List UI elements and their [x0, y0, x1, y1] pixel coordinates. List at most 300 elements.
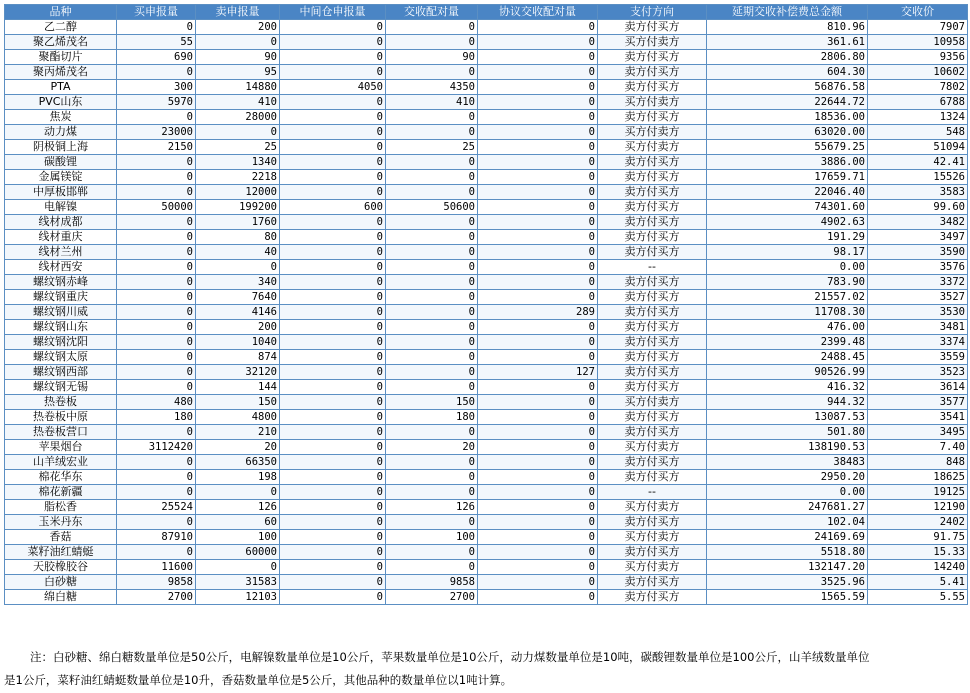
cell-agreement-matched-qty: 0 [478, 95, 598, 110]
cell-delivery-price: 3530 [868, 305, 968, 320]
cell-agreement-matched-qty: 0 [478, 350, 598, 365]
cell-buy-qty: 23000 [117, 125, 196, 140]
cell-compensation-total: 90526.99 [707, 365, 868, 380]
cell-intermediate-qty: 0 [280, 290, 386, 305]
table-row [5, 215, 968, 230]
cell-sell-qty: 25 [196, 140, 280, 155]
cell-agreement-matched-qty: 0 [478, 275, 598, 290]
cell-sell-qty: 200 [196, 320, 280, 335]
cell-intermediate-qty: 0 [280, 440, 386, 455]
cell-delivery-price: 5.55 [868, 590, 968, 605]
cell-buy-qty: 0 [117, 545, 196, 560]
cell-variety: 山羊绒宏业 [5, 455, 117, 470]
cell-compensation-total: 944.32 [707, 395, 868, 410]
table-row [5, 590, 968, 605]
cell-intermediate-qty: 0 [280, 350, 386, 365]
table-row [5, 140, 968, 155]
cell-matched-qty: 0 [386, 170, 478, 185]
table-row [5, 275, 968, 290]
cell-agreement-matched-qty: 289 [478, 305, 598, 320]
cell-compensation-total: 13087.53 [707, 410, 868, 425]
table-row [5, 245, 968, 260]
cell-sell-qty: 12000 [196, 185, 280, 200]
table-row [5, 155, 968, 170]
cell-payment-direction: 买方付卖方 [598, 560, 707, 575]
cell-buy-qty: 0 [117, 215, 196, 230]
cell-compensation-total: 74301.60 [707, 200, 868, 215]
cell-payment-direction: 卖方付买方 [598, 80, 707, 95]
cell-buy-qty: 0 [117, 275, 196, 290]
table-row [5, 515, 968, 530]
table-row [5, 575, 968, 590]
cell-agreement-matched-qty: 0 [478, 440, 598, 455]
cell-payment-direction: 卖方付买方 [598, 590, 707, 605]
cell-variety: 螺纹钢太原 [5, 350, 117, 365]
cell-matched-qty: 0 [386, 260, 478, 275]
cell-variety: 碳酸锂 [5, 155, 117, 170]
cell-matched-qty: 0 [386, 560, 478, 575]
cell-compensation-total: 810.96 [707, 20, 868, 35]
cell-agreement-matched-qty: 0 [478, 245, 598, 260]
table-row [5, 395, 968, 410]
cell-buy-qty: 690 [117, 50, 196, 65]
cell-sell-qty: 60000 [196, 545, 280, 560]
cell-buy-qty: 11600 [117, 560, 196, 575]
cell-delivery-price: 15.33 [868, 545, 968, 560]
cell-variety: 螺纹钢山东 [5, 320, 117, 335]
table-row [5, 230, 968, 245]
table-row [5, 125, 968, 140]
cell-intermediate-qty: 0 [280, 50, 386, 65]
cell-compensation-total: 5518.80 [707, 545, 868, 560]
cell-compensation-total: 132147.20 [707, 560, 868, 575]
cell-intermediate-qty: 0 [280, 20, 386, 35]
cell-agreement-matched-qty: 0 [478, 560, 598, 575]
cell-buy-qty: 2700 [117, 590, 196, 605]
column-header-agreement-matched-qty: 协议交收配对量 [478, 5, 598, 20]
cell-matched-qty: 0 [386, 185, 478, 200]
table-row [5, 560, 968, 575]
cell-matched-qty: 0 [386, 65, 478, 80]
cell-variety: 阴极铜上海 [5, 140, 117, 155]
cell-compensation-total: 4902.63 [707, 215, 868, 230]
column-header-intermediate-qty: 中间仓申报量 [280, 5, 386, 20]
cell-buy-qty: 0 [117, 365, 196, 380]
cell-payment-direction: 卖方付买方 [598, 65, 707, 80]
cell-sell-qty: 1340 [196, 155, 280, 170]
cell-sell-qty: 0 [196, 260, 280, 275]
footnote-line-1: 注：白砂糖、绵白糖数量单位是50公斤，电解镍数量单位是10公斤，苹果数量单位是10公斤，动力煤数量单位是10吨，碳酸锂数量单位是100公斤，山羊绒数量单位 [30, 650, 870, 664]
cell-sell-qty: 60 [196, 515, 280, 530]
cell-compensation-total: 1565.59 [707, 590, 868, 605]
cell-buy-qty: 0 [117, 515, 196, 530]
cell-payment-direction: 卖方付买方 [598, 335, 707, 350]
cell-matched-qty: 0 [386, 215, 478, 230]
cell-delivery-price: 42.41 [868, 155, 968, 170]
cell-compensation-total: 783.90 [707, 275, 868, 290]
cell-compensation-total: 138190.53 [707, 440, 868, 455]
cell-agreement-matched-qty: 0 [478, 80, 598, 95]
cell-intermediate-qty: 0 [280, 485, 386, 500]
column-header-payment-direction: 支付方向 [598, 5, 707, 20]
cell-buy-qty: 0 [117, 305, 196, 320]
cell-intermediate-qty: 0 [280, 530, 386, 545]
cell-agreement-matched-qty: 0 [478, 380, 598, 395]
cell-sell-qty: 0 [196, 560, 280, 575]
cell-variety: 螺纹钢赤峰 [5, 275, 117, 290]
cell-buy-qty: 0 [117, 425, 196, 440]
cell-matched-qty: 0 [386, 290, 478, 305]
cell-delivery-price: 15526 [868, 170, 968, 185]
cell-payment-direction: 卖方付买方 [598, 50, 707, 65]
cell-compensation-total: 17659.71 [707, 170, 868, 185]
cell-sell-qty: 40 [196, 245, 280, 260]
cell-matched-qty: 2700 [386, 590, 478, 605]
cell-payment-direction: 卖方付买方 [598, 425, 707, 440]
cell-sell-qty: 150 [196, 395, 280, 410]
cell-payment-direction: 卖方付买方 [598, 215, 707, 230]
table-row [5, 260, 968, 275]
cell-delivery-price: 99.60 [868, 200, 968, 215]
cell-agreement-matched-qty: 0 [478, 545, 598, 560]
table-header-row [5, 5, 968, 20]
table-row [5, 170, 968, 185]
cell-compensation-total: 38483 [707, 455, 868, 470]
cell-agreement-matched-qty: 0 [478, 140, 598, 155]
cell-payment-direction: 买方付卖方 [598, 35, 707, 50]
cell-sell-qty: 2218 [196, 170, 280, 185]
cell-variety: 线材西安 [5, 260, 117, 275]
cell-intermediate-qty: 0 [280, 320, 386, 335]
cell-variety: 玉米丹东 [5, 515, 117, 530]
cell-sell-qty: 1040 [196, 335, 280, 350]
cell-compensation-total: 604.30 [707, 65, 868, 80]
table-row [5, 20, 968, 35]
cell-buy-qty: 0 [117, 110, 196, 125]
cell-buy-qty: 0 [117, 290, 196, 305]
cell-matched-qty: 0 [386, 365, 478, 380]
cell-buy-qty: 0 [117, 470, 196, 485]
cell-agreement-matched-qty: 0 [478, 530, 598, 545]
cell-payment-direction: 卖方付买方 [598, 170, 707, 185]
cell-variety: 螺纹钢川威 [5, 305, 117, 320]
cell-sell-qty: 32120 [196, 365, 280, 380]
cell-matched-qty: 25 [386, 140, 478, 155]
cell-agreement-matched-qty: 0 [478, 260, 598, 275]
cell-variety: PVC山东 [5, 95, 117, 110]
cell-compensation-total: 11708.30 [707, 305, 868, 320]
cell-delivery-price: 6788 [868, 95, 968, 110]
table-row [5, 305, 968, 320]
cell-agreement-matched-qty: 0 [478, 575, 598, 590]
cell-compensation-total: 21557.02 [707, 290, 868, 305]
cell-buy-qty: 0 [117, 335, 196, 350]
cell-buy-qty: 50000 [117, 200, 196, 215]
cell-payment-direction: 卖方付买方 [598, 380, 707, 395]
cell-delivery-price: 3374 [868, 335, 968, 350]
cell-sell-qty: 200 [196, 20, 280, 35]
cell-delivery-price: 9356 [868, 50, 968, 65]
cell-intermediate-qty: 0 [280, 65, 386, 80]
cell-delivery-price: 91.75 [868, 530, 968, 545]
cell-payment-direction: 买方付卖方 [598, 440, 707, 455]
cell-agreement-matched-qty: 0 [478, 215, 598, 230]
cell-intermediate-qty: 0 [280, 215, 386, 230]
cell-matched-qty: 0 [386, 275, 478, 290]
delivery-table [4, 4, 968, 605]
cell-buy-qty: 0 [117, 155, 196, 170]
cell-variety: 线材成都 [5, 215, 117, 230]
cell-intermediate-qty: 0 [280, 185, 386, 200]
column-header-compensation-total: 延期交收补偿费总金额 [707, 5, 868, 20]
cell-matched-qty: 0 [386, 380, 478, 395]
cell-agreement-matched-qty: 0 [478, 500, 598, 515]
cell-compensation-total: 55679.25 [707, 140, 868, 155]
cell-matched-qty: 0 [386, 470, 478, 485]
cell-variety: 螺纹钢重庆 [5, 290, 117, 305]
cell-intermediate-qty: 0 [280, 95, 386, 110]
cell-variety: 中厚板邯郸 [5, 185, 117, 200]
cell-sell-qty: 410 [196, 95, 280, 110]
cell-matched-qty: 0 [386, 35, 478, 50]
cell-variety: 螺纹钢沈阳 [5, 335, 117, 350]
cell-buy-qty: 0 [117, 170, 196, 185]
cell-intermediate-qty: 0 [280, 380, 386, 395]
cell-payment-direction: 卖方付买方 [598, 305, 707, 320]
cell-intermediate-qty: 0 [280, 155, 386, 170]
table-row [5, 95, 968, 110]
cell-matched-qty: 0 [386, 245, 478, 260]
cell-delivery-price: 7.40 [868, 440, 968, 455]
cell-buy-qty: 87910 [117, 530, 196, 545]
cell-agreement-matched-qty: 0 [478, 515, 598, 530]
cell-matched-qty: 0 [386, 320, 478, 335]
cell-intermediate-qty: 0 [280, 305, 386, 320]
cell-buy-qty: 180 [117, 410, 196, 425]
cell-matched-qty: 0 [386, 350, 478, 365]
cell-variety: 天胶橡胶谷 [5, 560, 117, 575]
cell-matched-qty: 0 [386, 455, 478, 470]
cell-intermediate-qty: 0 [280, 245, 386, 260]
cell-agreement-matched-qty: 0 [478, 335, 598, 350]
cell-delivery-price: 18625 [868, 470, 968, 485]
cell-intermediate-qty: 0 [280, 230, 386, 245]
cell-agreement-matched-qty: 127 [478, 365, 598, 380]
cell-payment-direction: 买方付卖方 [598, 530, 707, 545]
cell-sell-qty: 7640 [196, 290, 280, 305]
cell-buy-qty: 0 [117, 380, 196, 395]
cell-matched-qty: 0 [386, 545, 478, 560]
table-row [5, 455, 968, 470]
cell-payment-direction: 卖方付买方 [598, 515, 707, 530]
cell-sell-qty: 20 [196, 440, 280, 455]
cell-matched-qty: 126 [386, 500, 478, 515]
cell-intermediate-qty: 0 [280, 395, 386, 410]
cell-payment-direction: 卖方付买方 [598, 545, 707, 560]
cell-payment-direction: 买方付卖方 [598, 95, 707, 110]
cell-agreement-matched-qty: 0 [478, 110, 598, 125]
cell-variety: 聚乙烯茂名 [5, 35, 117, 50]
cell-variety: 棉花新疆 [5, 485, 117, 500]
cell-sell-qty: 4146 [196, 305, 280, 320]
cell-delivery-price: 3577 [868, 395, 968, 410]
table-row [5, 530, 968, 545]
cell-variety: 螺纹钢无锡 [5, 380, 117, 395]
table-row [5, 500, 968, 515]
footnote [4, 646, 966, 692]
cell-variety: 动力煤 [5, 125, 117, 140]
table-row [5, 365, 968, 380]
cell-delivery-price: 3482 [868, 215, 968, 230]
cell-matched-qty: 0 [386, 515, 478, 530]
cell-sell-qty: 14880 [196, 80, 280, 95]
cell-compensation-total: 501.80 [707, 425, 868, 440]
cell-compensation-total: 361.61 [707, 35, 868, 50]
cell-delivery-price: 3590 [868, 245, 968, 260]
cell-agreement-matched-qty: 0 [478, 65, 598, 80]
cell-delivery-price: 3576 [868, 260, 968, 275]
cell-payment-direction: 卖方付买方 [598, 290, 707, 305]
cell-agreement-matched-qty: 0 [478, 395, 598, 410]
cell-payment-direction: 卖方付买方 [598, 245, 707, 260]
cell-intermediate-qty: 0 [280, 590, 386, 605]
table-row [5, 425, 968, 440]
cell-payment-direction: 卖方付买方 [598, 230, 707, 245]
cell-variety: 脂松香 [5, 500, 117, 515]
cell-intermediate-qty: 0 [280, 35, 386, 50]
cell-agreement-matched-qty: 0 [478, 410, 598, 425]
cell-payment-direction: 买方付卖方 [598, 500, 707, 515]
cell-buy-qty: 300 [117, 80, 196, 95]
cell-intermediate-qty: 0 [280, 365, 386, 380]
cell-matched-qty: 0 [386, 155, 478, 170]
cell-payment-direction: 卖方付买方 [598, 20, 707, 35]
cell-variety: 线材兰州 [5, 245, 117, 260]
cell-variety: 螺纹钢西部 [5, 365, 117, 380]
cell-intermediate-qty: 0 [280, 545, 386, 560]
cell-sell-qty: 80 [196, 230, 280, 245]
cell-variety: 热卷板中原 [5, 410, 117, 425]
cell-agreement-matched-qty: 0 [478, 470, 598, 485]
cell-buy-qty: 5970 [117, 95, 196, 110]
cell-sell-qty: 90 [196, 50, 280, 65]
table-row [5, 485, 968, 500]
cell-delivery-price: 7802 [868, 80, 968, 95]
cell-matched-qty: 0 [386, 125, 478, 140]
cell-variety: 焦炭 [5, 110, 117, 125]
cell-agreement-matched-qty: 0 [478, 485, 598, 500]
table-row [5, 320, 968, 335]
cell-delivery-price: 14240 [868, 560, 968, 575]
cell-intermediate-qty: 0 [280, 470, 386, 485]
cell-sell-qty: 0 [196, 35, 280, 50]
cell-delivery-price: 3541 [868, 410, 968, 425]
cell-delivery-price: 3559 [868, 350, 968, 365]
cell-delivery-price: 1324 [868, 110, 968, 125]
cell-intermediate-qty: 0 [280, 335, 386, 350]
column-header-matched-qty: 交收配对量 [386, 5, 478, 20]
cell-delivery-price: 3495 [868, 425, 968, 440]
cell-matched-qty: 20 [386, 440, 478, 455]
cell-sell-qty: 210 [196, 425, 280, 440]
cell-compensation-total: 24169.69 [707, 530, 868, 545]
cell-intermediate-qty: 0 [280, 515, 386, 530]
cell-buy-qty: 3112420 [117, 440, 196, 455]
cell-payment-direction: 卖方付买方 [598, 455, 707, 470]
cell-compensation-total: 22046.40 [707, 185, 868, 200]
cell-delivery-price: 3481 [868, 320, 968, 335]
cell-buy-qty: 0 [117, 245, 196, 260]
cell-agreement-matched-qty: 0 [478, 20, 598, 35]
table-row [5, 185, 968, 200]
cell-variety: 菜籽油红蜻蜓 [5, 545, 117, 560]
cell-matched-qty: 9858 [386, 575, 478, 590]
cell-agreement-matched-qty: 0 [478, 230, 598, 245]
cell-payment-direction: 卖方付买方 [598, 470, 707, 485]
cell-variety: 绵白糖 [5, 590, 117, 605]
cell-buy-qty: 9858 [117, 575, 196, 590]
cell-payment-direction: 卖方付买方 [598, 350, 707, 365]
cell-variety: 白砂糖 [5, 575, 117, 590]
cell-matched-qty: 0 [386, 425, 478, 440]
cell-buy-qty: 480 [117, 395, 196, 410]
cell-delivery-price: 3583 [868, 185, 968, 200]
cell-compensation-total: 2399.48 [707, 335, 868, 350]
cell-compensation-total: 0.00 [707, 485, 868, 500]
cell-delivery-price: 848 [868, 455, 968, 470]
table-row [5, 50, 968, 65]
cell-agreement-matched-qty: 0 [478, 590, 598, 605]
cell-delivery-price: 12190 [868, 500, 968, 515]
cell-matched-qty: 410 [386, 95, 478, 110]
cell-intermediate-qty: 0 [280, 425, 386, 440]
table-row [5, 350, 968, 365]
cell-matched-qty: 0 [386, 335, 478, 350]
cell-agreement-matched-qty: 0 [478, 290, 598, 305]
table-row [5, 200, 968, 215]
cell-matched-qty: 90 [386, 50, 478, 65]
cell-sell-qty: 874 [196, 350, 280, 365]
cell-payment-direction: 买方付卖方 [598, 140, 707, 155]
cell-variety: 乙二醇 [5, 20, 117, 35]
cell-delivery-price: 3497 [868, 230, 968, 245]
cell-delivery-price: 3523 [868, 365, 968, 380]
cell-buy-qty: 0 [117, 185, 196, 200]
cell-buy-qty: 0 [117, 20, 196, 35]
cell-variety: 热卷板 [5, 395, 117, 410]
cell-buy-qty: 0 [117, 485, 196, 500]
cell-sell-qty: 198 [196, 470, 280, 485]
cell-payment-direction: 卖方付买方 [598, 575, 707, 590]
cell-variety: 苹果烟台 [5, 440, 117, 455]
cell-delivery-price: 3614 [868, 380, 968, 395]
cell-buy-qty: 0 [117, 230, 196, 245]
cell-agreement-matched-qty: 0 [478, 170, 598, 185]
table-row [5, 410, 968, 425]
cell-payment-direction: 卖方付买方 [598, 200, 707, 215]
cell-agreement-matched-qty: 0 [478, 200, 598, 215]
cell-compensation-total: 476.00 [707, 320, 868, 335]
table-row [5, 440, 968, 455]
table-row [5, 470, 968, 485]
cell-agreement-matched-qty: 0 [478, 125, 598, 140]
cell-buy-qty: 25524 [117, 500, 196, 515]
cell-delivery-price: 548 [868, 125, 968, 140]
cell-compensation-total: 98.17 [707, 245, 868, 260]
cell-buy-qty: 0 [117, 260, 196, 275]
cell-payment-direction: -- [598, 485, 707, 500]
cell-variety: 聚丙烯茂名 [5, 65, 117, 80]
